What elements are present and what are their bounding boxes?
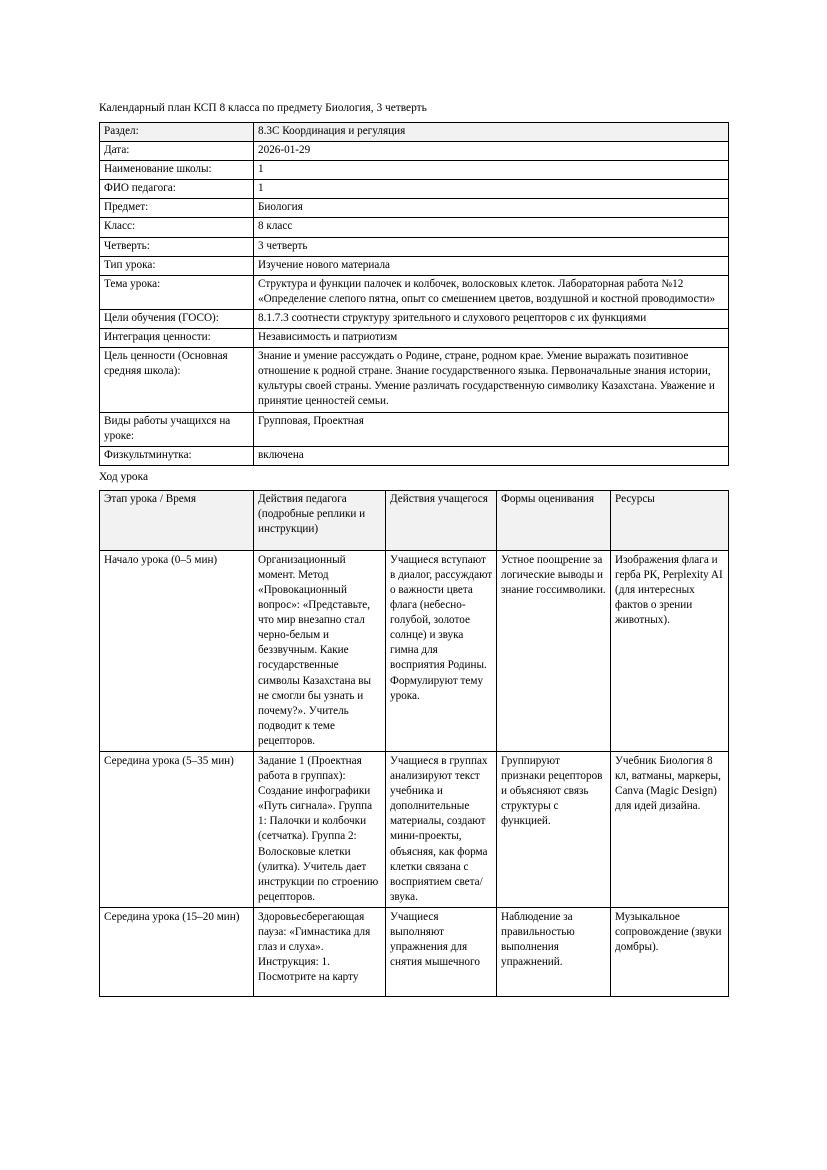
lesson-table-row bbox=[100, 752, 729, 908]
info-table-row bbox=[100, 180, 729, 199]
info-row-value: Групповая, Проектная bbox=[254, 412, 729, 446]
resources-cell: Учебник Биология 8 кл, ватманы, маркеры, Canva (Magic Design) для идей дизайна. bbox=[611, 752, 729, 908]
info-row-label: Наименование школы: bbox=[100, 161, 254, 180]
info-row-label: Дата: bbox=[100, 142, 254, 161]
resources-cell: Музыкальное сопровождение (звуки домбры). bbox=[611, 907, 729, 996]
info-row-label: Цели обучения (ГОСО): bbox=[100, 309, 254, 328]
info-row-label: Тема урока: bbox=[100, 275, 254, 309]
info-row-label: Тип урока: bbox=[100, 256, 254, 275]
lesson-stage-cell: Середина урока (5–35 мин) bbox=[100, 752, 254, 908]
info-row-value: 1 bbox=[254, 161, 729, 180]
page-title: Календарный план КСП 8 класса по предмету Биология, 3 четверть bbox=[99, 102, 427, 114]
info-table-row bbox=[100, 218, 729, 237]
assessment-cell: Группируют признаки рецепторов и объясняют связь структуры с функцией. bbox=[497, 752, 611, 908]
lesson-column-header: Действия учащегося bbox=[386, 490, 497, 550]
lesson-table-head bbox=[100, 490, 729, 550]
lesson-table-body bbox=[100, 550, 729, 996]
info-row-value: Независимость и патриотизм bbox=[254, 329, 729, 348]
assessment-cell: Наблюдение за правильностью выполнения упражнений. bbox=[497, 907, 611, 996]
teacher-actions-cell: Задание 1 (Проектная работа в группах): Создание инфографики «Путь сигнала». Группа 1: Палочки и колбочки (сетчатка). Группа 2: Волосковые клетки (улитка). Учитель дает инструкции по строению рецепторов. bbox=[254, 752, 386, 908]
info-row-value: Структура и функции палочек и колбочек, волосковых клеток. Лабораторная работа №12 «Определение слепого пятна, опыт со смешением цветов, воздушной и костной проводимости» bbox=[254, 275, 729, 309]
info-row-value: Биология bbox=[254, 199, 729, 218]
info-table-row bbox=[100, 161, 729, 180]
student-actions-cell: Учащиеся в группах анализируют текст учебника и дополнительные материалы, создают мини-проекты, объясняя, как форма клетки связана с восприятием света/звука. bbox=[386, 752, 497, 908]
lesson-stage-cell: Середина урока (15–20 мин) bbox=[100, 907, 254, 996]
info-row-value: включена bbox=[254, 446, 729, 465]
lesson-table-header-row bbox=[100, 490, 729, 550]
assessment-cell: Устное поощрение за логические выводы и знание госсимволики. bbox=[497, 550, 611, 751]
lesson-column-header: Ресурсы bbox=[611, 490, 729, 550]
info-row-value: 8.1.7.3 соотнести структуру зрительного и слухового рецепторов с их функциями bbox=[254, 309, 729, 328]
info-table-row bbox=[100, 123, 729, 142]
info-row-value: 8.3С Координация и регуляция bbox=[254, 123, 729, 142]
info-table-row bbox=[100, 199, 729, 218]
info-table-row bbox=[100, 446, 729, 465]
info-row-value: 1 bbox=[254, 180, 729, 199]
teacher-actions-cell: Здоровьесберегающая пауза: «Гимнастика для глаз и слуха». Инструкция: 1. Посмотрите на карту bbox=[254, 907, 386, 996]
lesson-column-header: Формы оценивания bbox=[497, 490, 611, 550]
teacher-actions-cell: Организационный момент. Метод «Провокационный вопрос»: «Представьте, что мир внезапно стал черно-белым и беззвучным. Какие государственные символы Казахстана вы не смогли бы узнать и почему?». Учитель подводит к теме рецепторов. bbox=[254, 550, 386, 751]
info-row-value: 2026-01-29 bbox=[254, 142, 729, 161]
info-row-label: Класс: bbox=[100, 218, 254, 237]
info-row-value: Знание и умение рассуждать о Родине, стране, родном крае. Умение выражать позитивное отношение к родной стране. Знание государственного языка. Первоначальные знания истории, культуры своей страны. Умение различать государственную символику Казахстана. Уважение и принятие ценностей семьи. bbox=[254, 348, 729, 412]
info-row-label: Интеграция ценности: bbox=[100, 329, 254, 348]
info-row-label: ФИО педагога: bbox=[100, 180, 254, 199]
info-row-value: 3 четверть bbox=[254, 237, 729, 256]
lesson-column-header: Действия педагога (подробные реплики и инструкции) bbox=[254, 490, 386, 550]
info-row-label: Предмет: bbox=[100, 199, 254, 218]
resources-cell: Изображения флага и герба РК, Perplexity AI (для интересных фактов о зрении животных). bbox=[611, 550, 729, 751]
lesson-flow-heading: Ход урока bbox=[99, 470, 149, 483]
info-row-label: Физкультминутка: bbox=[100, 446, 254, 465]
info-table-row bbox=[100, 256, 729, 275]
student-actions-cell: Учащиеся вступают в диалог, рассуждают о важности цвета флага (небесно-голубой, золотое солнце) и звука гимна для восприятия Родины. Формулируют тему урока. bbox=[386, 550, 497, 751]
info-table-body bbox=[100, 123, 729, 466]
lesson-stage-cell: Начало урока (0–5 мин) bbox=[100, 550, 254, 751]
info-table-row bbox=[100, 275, 729, 309]
info-table-row bbox=[100, 412, 729, 446]
info-row-value: 8 класс bbox=[254, 218, 729, 237]
lesson-info-table bbox=[99, 122, 729, 466]
page-content bbox=[99, 100, 728, 997]
info-table-row bbox=[100, 348, 729, 412]
info-row-value: Изучение нового материала bbox=[254, 256, 729, 275]
info-row-label: Четверть: bbox=[100, 237, 254, 256]
lesson-table-row bbox=[100, 550, 729, 751]
info-row-label: Цель ценности (Основная средняя школа): bbox=[100, 348, 254, 412]
info-table-row bbox=[100, 237, 729, 256]
info-table-row bbox=[100, 142, 729, 161]
info-row-label: Виды работы учащихся на уроке: bbox=[100, 412, 254, 446]
lesson-column-header: Этап урока / Время bbox=[100, 490, 254, 550]
info-table-row bbox=[100, 329, 729, 348]
lesson-table-row bbox=[100, 907, 729, 996]
info-table-row bbox=[100, 309, 729, 328]
student-actions-cell: Учащиеся выполняют упражнения для снятия мышечного bbox=[386, 907, 497, 996]
info-row-label: Раздел: bbox=[100, 123, 254, 142]
lesson-flow-table bbox=[99, 490, 729, 997]
